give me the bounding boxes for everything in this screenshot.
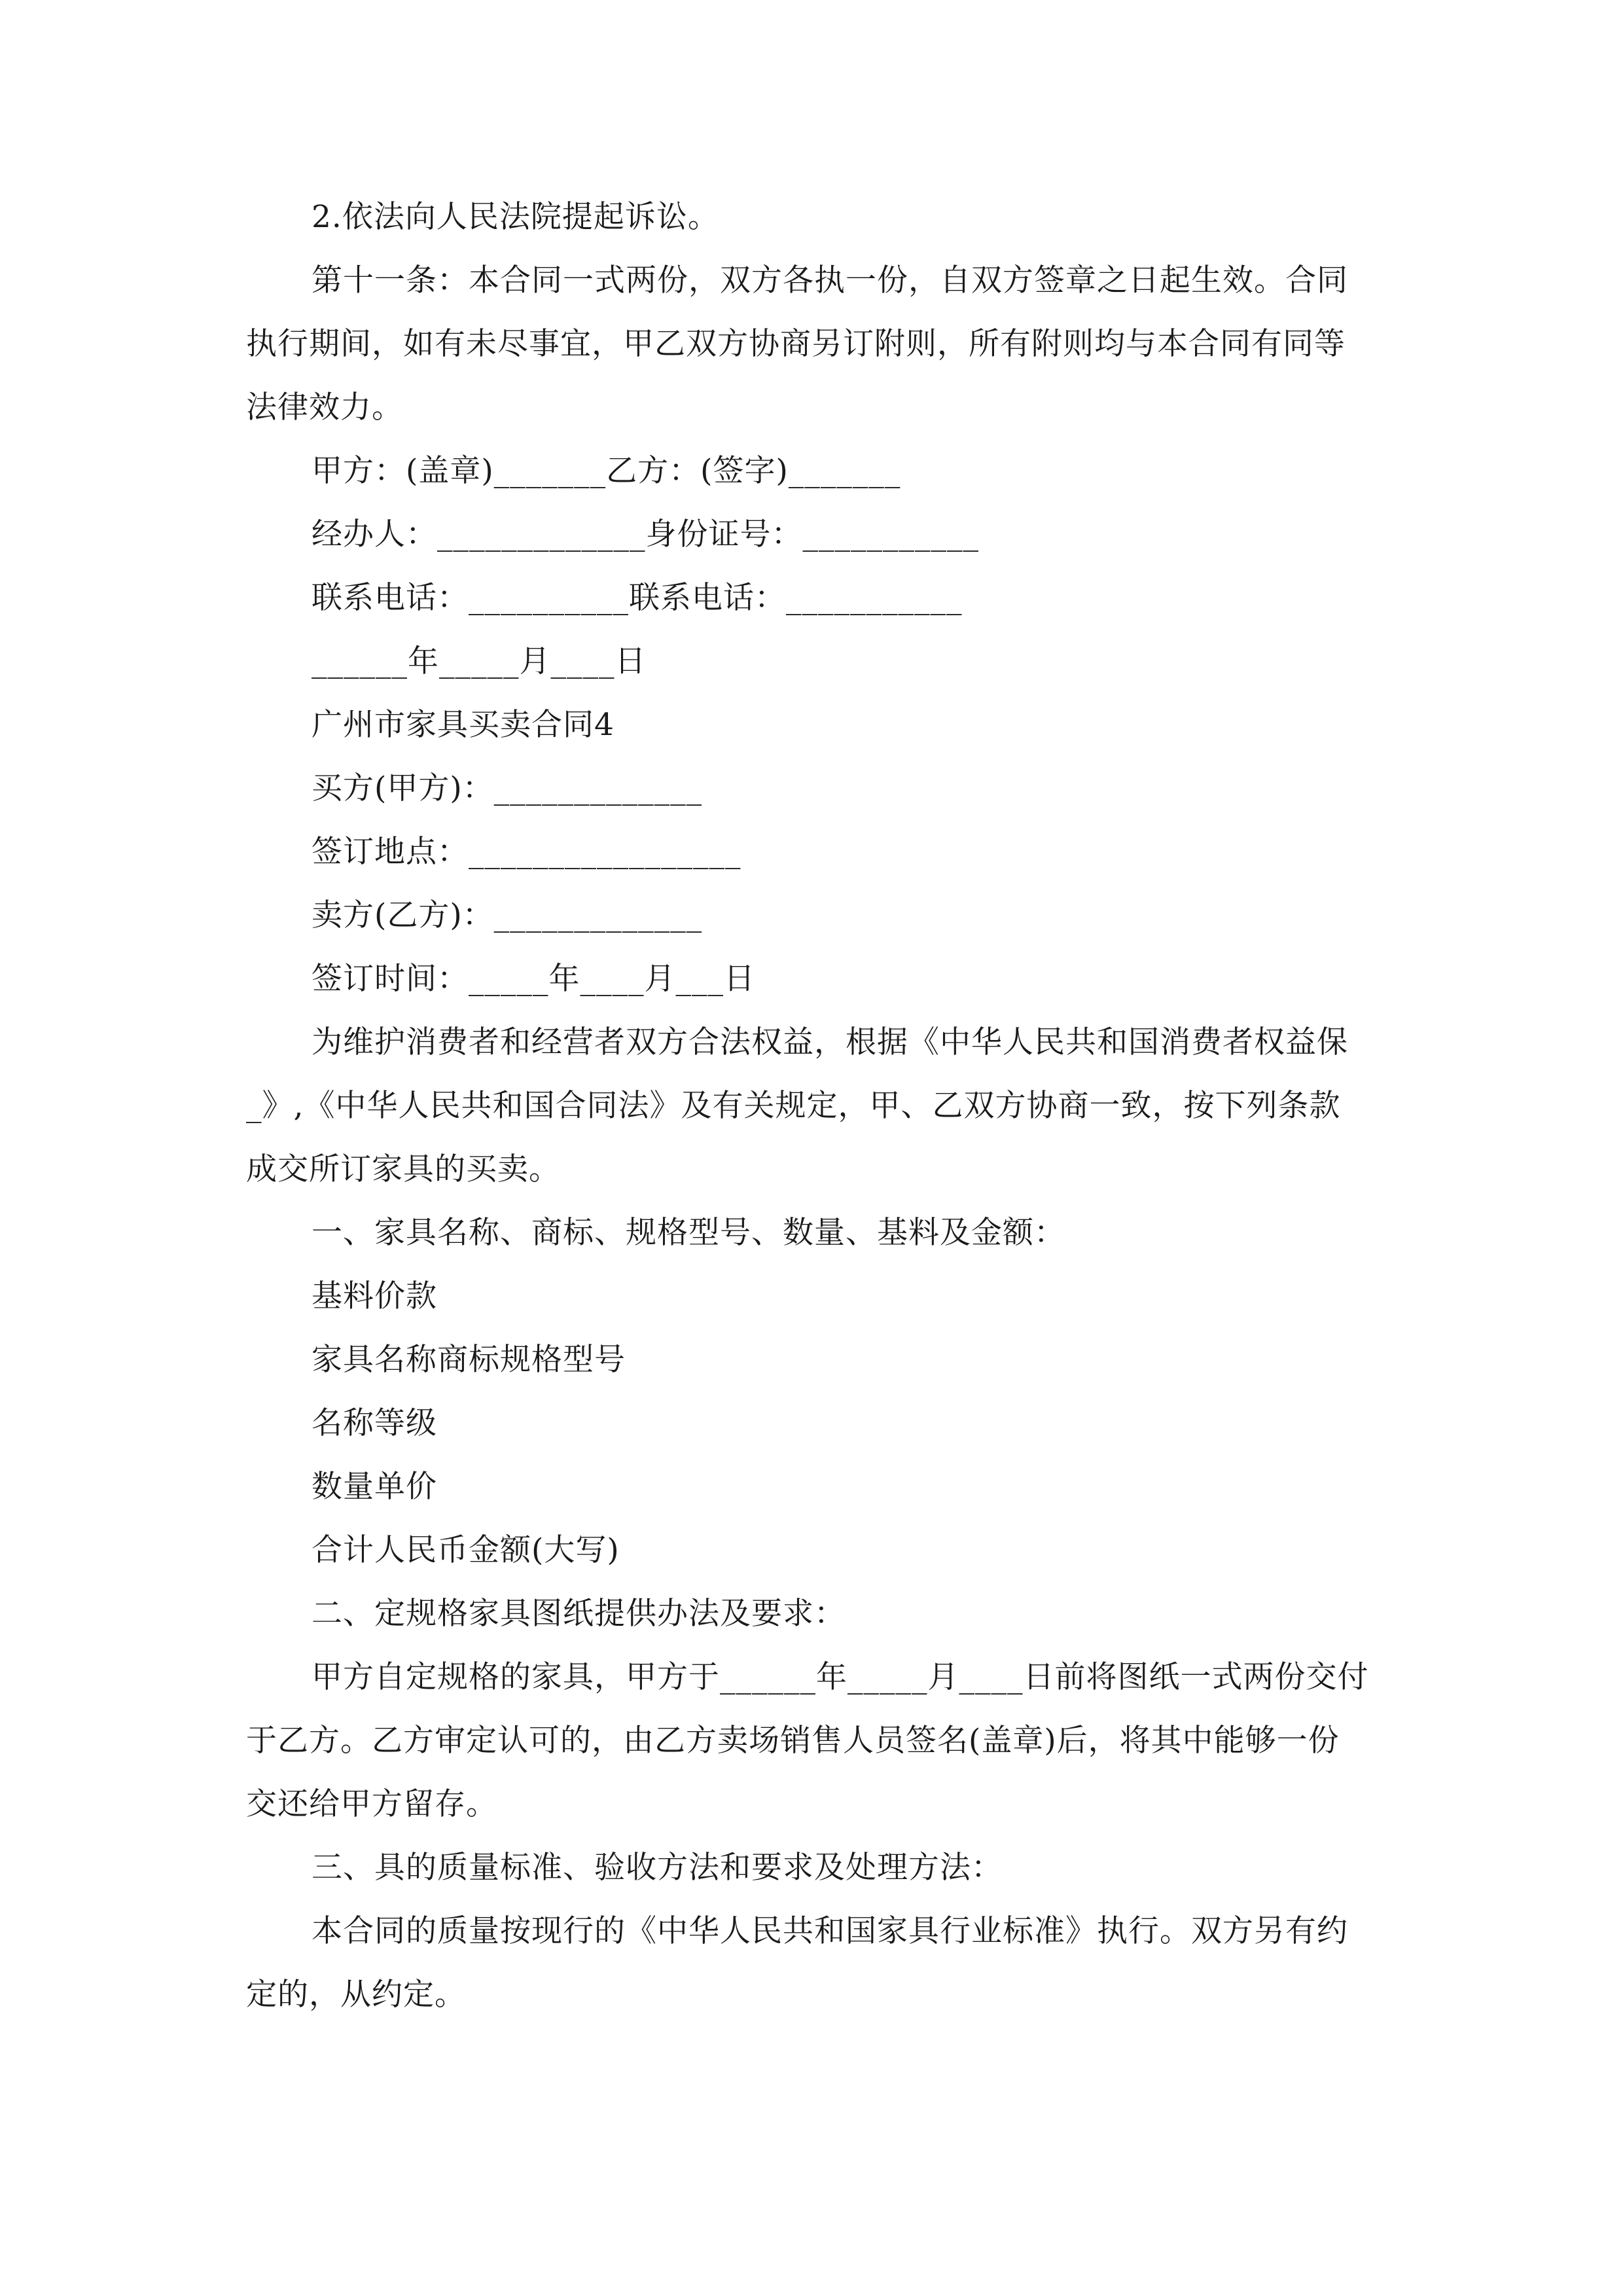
form-line: 买方(甲方)：_____________ — [312, 770, 703, 806]
text-line: 数量单价 — [312, 1469, 437, 1505]
text-line: 本合同的质量按现行的《中华人民共和国家具行业标准》执行。双方另有约 — [312, 1913, 1348, 1949]
section-heading: 三、具的质量标准、验收方法和要求及处理方法： — [312, 1850, 1003, 1886]
text-line: 交还给甲方留存。 — [246, 1786, 497, 1822]
text-line: 合计人民币金额(大写) — [312, 1532, 620, 1568]
text-line: 名称等级 — [312, 1405, 437, 1441]
date-line: ______年_____月____日 — [312, 643, 647, 679]
text-line: 第十一条：本合同一式两份，双方各执一份，自双方签章之日起生效。合同 — [312, 262, 1348, 298]
text-line: 基料价款 — [312, 1278, 437, 1314]
text-line: 法律效力。 — [246, 389, 403, 425]
text-line: 为维护消费者和经营者双方合法权益，根据《中华人民共和国消费者权益保 — [312, 1024, 1348, 1060]
signature-line: 联系电话：__________联系电话：___________ — [312, 580, 963, 616]
text-line: 2.依法向人民法院提起诉讼。 — [312, 199, 719, 235]
text-line: 甲方自定规格的家具，甲方于______年_____月____日前将图纸一式两份交付 — [312, 1659, 1369, 1695]
text-line: 成交所订家具的买卖。 — [246, 1151, 560, 1187]
form-line: 签订时间：_____年____月___日 — [312, 961, 755, 997]
text-line: 家具名称商标规格型号 — [312, 1342, 626, 1378]
form-line: 卖方(乙方)：_____________ — [312, 897, 703, 933]
form-line: 签订地点：_________________ — [312, 834, 741, 870]
text-line: _》,《中华人民共和国合同法》及有关规定，甲、乙双方协商一致，按下列条款 — [246, 1088, 1341, 1124]
text-line: 于乙方。乙方审定认可的，由乙方卖场销售人员签名(盖章)后，将其中能够一份 — [246, 1723, 1340, 1759]
text-line: 定的，从约定。 — [246, 1977, 466, 2013]
text-line: 执行期间，如有未尽事宜，甲乙双方协商另订附则，所有附则均与本合同有同等 — [246, 326, 1346, 362]
signature-line: 经办人：_____________身份证号：___________ — [312, 516, 979, 552]
section-heading: 二、定规格家具图纸提供办法及要求： — [312, 1596, 846, 1632]
contract-title: 广州市家具买卖合同4 — [312, 707, 615, 743]
section-heading: 一、家具名称、商标、规格型号、数量、基料及金额： — [312, 1215, 1065, 1251]
signature-line: 甲方：(盖章)_______乙方：(签字)_______ — [312, 453, 901, 489]
